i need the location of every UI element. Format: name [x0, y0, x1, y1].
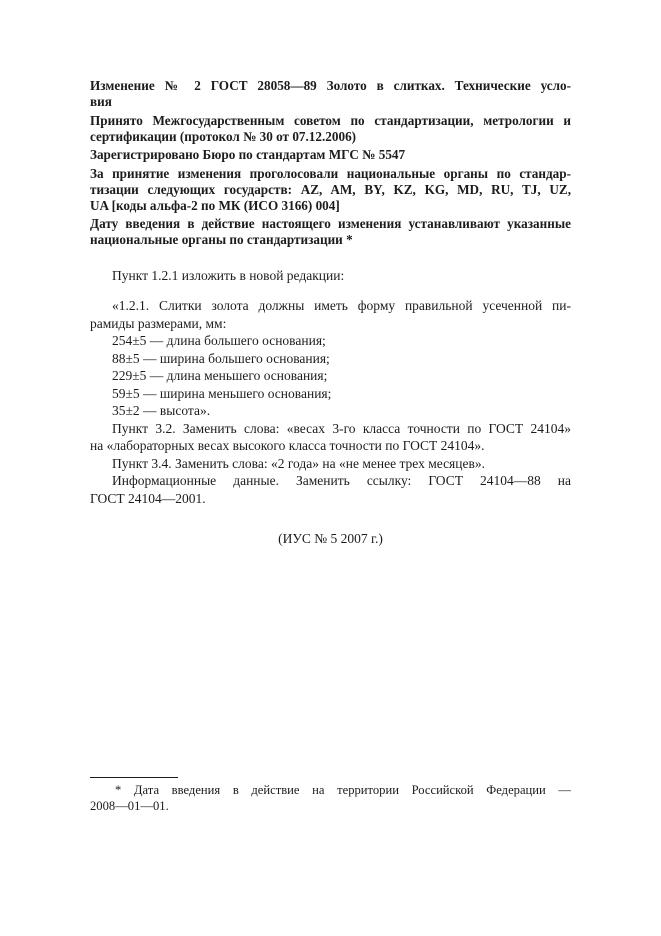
- footnote-rule: [90, 777, 178, 778]
- voting-line: За принятие изменения проголосовали национальные органы по стандар-: [90, 165, 571, 181]
- effective-date-line: Дату введения в действие настоящего изменения устанавливают указанные: [90, 216, 571, 231]
- header-block: [90, 78, 571, 248]
- body-line: Пункт 3.2. Заменить слова: «весах 3-го класса точности по ГОСТ 24104»: [112, 420, 571, 436]
- title-line: вия: [90, 94, 112, 109]
- dimension-line: 229±5 — длина меньшего основания;: [112, 368, 328, 383]
- body-line: на «лабораторных весах высокого класса точности по ГОСТ 24104».: [90, 438, 485, 453]
- adoption-line: Принято Межгосударственным советом по стандартизации, метрологии и: [90, 112, 571, 128]
- dimension-line: 35±2 — высота».: [112, 403, 211, 418]
- voting-line: UA [коды альфа-2 по МК (ИСО 3166) 004]: [90, 197, 340, 213]
- body-line: Пункт 3.4. Заменить слова: «2 года» на «не менее трех месяцев».: [112, 455, 485, 471]
- dimension-line: 254±5 — длина большего основания;: [112, 333, 326, 348]
- title-line: Изменение № 2 ГОСТ 28058—89 Золото в слитках. Технические усло-: [90, 78, 571, 93]
- adoption-line: сертификации (протокол № 30 от 07.12.2006): [90, 128, 357, 144]
- dimension-line: 88±5 — ширина большего основания;: [112, 350, 330, 366]
- body-line: Информационные данные. Заменить ссылку: ГОСТ 24104—88 на: [112, 473, 571, 488]
- effective-date-line: национальные органы по стандартизации *: [90, 232, 353, 247]
- footnote-text-line: 2008—01—01.: [90, 799, 169, 813]
- body-line: «1.2.1. Слитки золота должны иметь форму правильной усеченной пи-: [112, 298, 571, 313]
- footnote: [90, 777, 571, 814]
- body-block: [90, 267, 571, 507]
- voting-line: тизации следующих государств: AZ, AM, BY, KZ, KG, MD, RU, TJ, UZ,: [90, 181, 571, 197]
- body-line: ГОСТ 24104—2001.: [90, 490, 206, 506]
- body-line: рамиды размерами, мм:: [90, 315, 227, 331]
- dimension-line: 59±5 — ширина меньшего основания;: [112, 385, 332, 401]
- registration-line: Зарегистрировано Бюро по стандартам МГС № 5547: [90, 147, 406, 162]
- issue-note: (ИУС № 5 2007 г.): [278, 531, 383, 546]
- footnote-text-line: * Дата введения в действие на территории Российской Федерации —: [115, 783, 571, 797]
- document-content: [90, 78, 571, 548]
- body-line: Пункт 1.2.1 изложить в новой редакции:: [112, 268, 345, 283]
